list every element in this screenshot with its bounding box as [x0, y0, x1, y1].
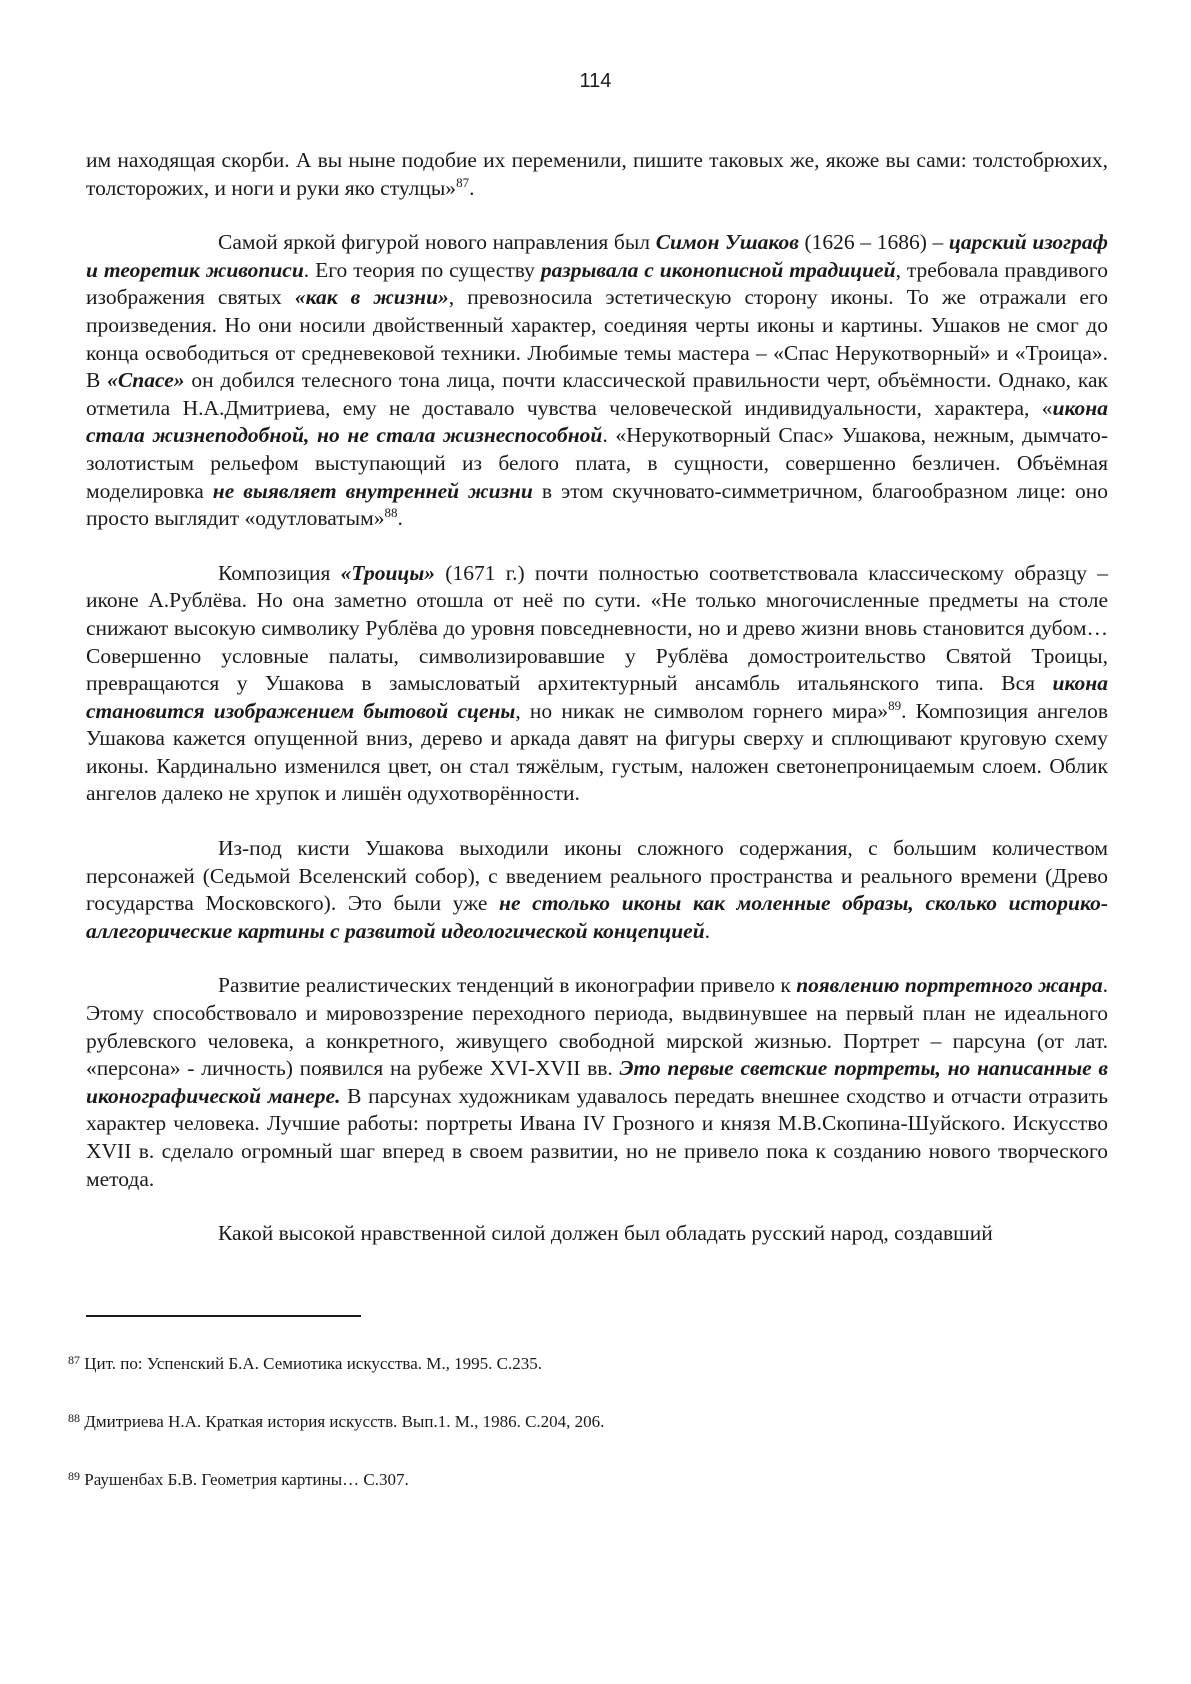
emphasis-run: не выявляет внутренней жизни: [212, 478, 533, 503]
emphasis-run: разрывала с иконописной традицией: [540, 257, 896, 282]
text-run: . Этому способствовало и мировоззрение переходного периода, выдвинувшее на первый план не идеального рублевского человека, а конкретного, живущего свободной мирской жизнью. Портрет – парсуна (от лат. «персона» - личность) появился на рубеже XVI-XVII вв.: [86, 973, 1108, 1081]
footnote-number: 87: [68, 1353, 80, 1367]
footnote-text: Раушенбах Б.В. Геометрия картины… С.307.: [84, 1470, 409, 1489]
footnote-separator: [86, 1315, 361, 1317]
paragraph-2: [86, 229, 1108, 533]
text-run: (1671 г.) почти полностью соответствовала классическому образцу – иконе А.Рублёва. Но она заметно отошла от неё по сути. «Не только многочисленные предметы на столе снижают высокую символику Рублёва до уровня повседневности, но и древо жизни вновь становится дубом… Совершенно условные палаты, символизировавшие у Рублёва домостроительство Святой Троицы, превращаются у Ушакова в замысловатый архитектурный ансамбль итальянского типа. Вся: [86, 560, 1108, 696]
footnote-number: 89: [68, 1469, 80, 1483]
emphasis-run: «Спасе»: [107, 368, 185, 393]
footnote-87: [68, 1354, 542, 1374]
emphasis-run: не столько иконы как моленные образы, сколько историко-аллегорические картины с развитой идеологической концепцией: [86, 891, 1108, 943]
emphasis-run: царский изограф и теоретик живописи: [86, 230, 1109, 282]
paragraph-5: [86, 972, 1108, 1193]
emphasis-run: «как в жизни»: [294, 285, 449, 310]
paragraph-3: [86, 560, 1108, 808]
emphasis-run: Симон Ушаков: [655, 230, 799, 255]
paragraph-6: [86, 1220, 1108, 1248]
footnote-88: [68, 1412, 604, 1432]
footnote-text: Дмитриева Н.А. Краткая история искусств. Вып.1. М., 1986. С.204, 206.: [84, 1412, 605, 1431]
emphasis-run: появлению портретного жанра: [796, 973, 1103, 998]
text-run: Из-под кисти Ушакова выходили иконы сложного содержания, с большим количеством персонажей (Седьмой Вселенский собор), с введением реального пространства и реального времени (Древо государства Московского). Это были уже: [86, 836, 1108, 916]
footnote-ref-88[interactable]: 88: [384, 504, 398, 520]
text-run: (1626 – 1686) –: [798, 230, 949, 255]
footnote-89: [68, 1470, 409, 1490]
page-number: 114: [579, 70, 612, 92]
text-run: Композиция: [218, 560, 341, 585]
footnote-number: 88: [68, 1411, 80, 1425]
emphasis-run: икона становится изображением бытовой сцены: [86, 671, 1108, 723]
text-run: , превозносила эстетическую сторону иконы. То же отражали его произведения. Но они носили двойственный характер, соединяя черты иконы и картины. Ушаков не смог до конца освободиться от средневековой техники. Любимые темы мастера – «Спас Нерукотворный» и «Троица». В: [86, 285, 1108, 393]
paragraph-1: [86, 147, 1108, 202]
paragraph-4: [86, 835, 1108, 945]
body-text: [86, 147, 1108, 1275]
text-run: . Композиция ангелов Ушакова кажется опущенной вниз, дерево и аркада давят на фигуры сверху и сплющивают круговую схему иконы. Кардинально изменился цвет, он стал тяжёлым, густым, наложен светонепроницаемым слоем. Облик ангелов далеко не хрупок и лишён одухотворённости.: [86, 698, 1108, 806]
text-run: он добился телесного тона лица, почти классической правильности черт, объёмности. Однако, как отметила Н.А.Дмитриева, ему не доставало чувства человеческой индивидуальности, характера, «: [86, 368, 1108, 420]
text-run: . Его теория по существу: [303, 257, 541, 282]
text-run: Самой яркой фигурой нового направления был: [218, 230, 656, 255]
text-run: Развитие реалистических тенденций в иконографии привело к: [218, 973, 797, 998]
footnote-ref-89[interactable]: 89: [888, 697, 902, 713]
text-run: в этом скучновато-симметричном, благообразном лице: оно просто выглядит «одутловатым»: [86, 478, 1108, 531]
text-run: , требовала правдивого изображения святых: [86, 257, 1108, 310]
text-run: .: [704, 918, 711, 943]
text-run: В парсунах художникам удавалось передать внешнее сходство и отчасти отразить характер человека. Лучшие работы: портреты Ивана IV Грозного и князя М.В.Скопина-Шуйского. Искусство XVII в. сделало огромный шаг вперед в своем развитии, но не привело пока к созданию нового творческого метода.: [86, 1083, 1108, 1191]
text-run: .: [469, 175, 475, 200]
text-run: , но никак не символом горнего мира»: [515, 698, 889, 723]
text-run: . «Нерукотворный Спас» Ушакова, нежным, дымчато-золотистым рельефом выступающий из белого плата, в сущности, совершенно безличен. Объёмная моделировка: [86, 423, 1108, 503]
emphasis-run: «Троицы»: [340, 560, 436, 585]
footnote-text: Цит. по: Успенский Б.А. Семиотика искусства. М., 1995. С.235.: [84, 1354, 542, 1373]
text-run: им находящая скорби. А вы ныне подобие их переменили, пишите таковых же, якоже вы сами: толстобрюхих, толсторожих, и ноги и руки яко стулцы»: [86, 148, 1108, 200]
footnote-ref-87[interactable]: 87: [456, 174, 470, 190]
text-run: .: [397, 506, 403, 531]
emphasis-run: Это первые светские портреты, но написанные в иконографической манере.: [86, 1056, 1108, 1108]
emphasis-run: икона стала жизнеподобной, но не стала жизнеспособной: [86, 395, 1108, 448]
text-run: Какой высокой нравственной силой должен был обладать русский народ, создавший: [218, 1221, 993, 1246]
